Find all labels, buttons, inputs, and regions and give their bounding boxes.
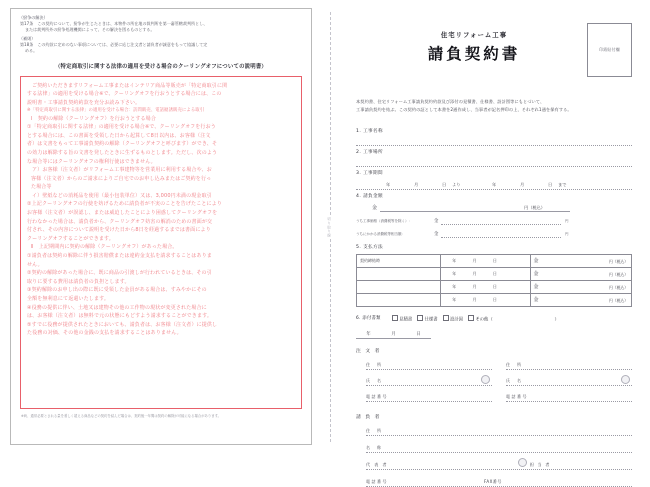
payment-month: 月 <box>472 283 477 289</box>
client-2-phone[interactable] <box>506 389 632 402</box>
payment-month: 月 <box>472 270 477 276</box>
payment-timing-cell[interactable] <box>357 267 441 280</box>
payment-amount-cell[interactable] <box>530 254 632 267</box>
field-attachments <box>356 315 632 323</box>
payment-timing-cell[interactable] <box>357 293 441 306</box>
item-line-1: すでに役務が提供されたときにおいても、請負者は、お客様（注文者）に提供し <box>31 321 218 328</box>
field-label-text: 工事期間 <box>363 170 384 176</box>
field-label-text: 請負金額 <box>363 193 384 199</box>
client-column-2 <box>506 357 632 405</box>
cooling-off-section-title: （特定商取引に関する法律の適用を受ける場合のクーリングオフについての説明書） <box>54 63 268 70</box>
payment-yen-mark: 金 <box>533 297 539 304</box>
payment-year: 年 <box>452 296 457 302</box>
cut-line <box>325 12 335 442</box>
field-label-text: 工事場所 <box>363 149 384 155</box>
checkbox-other[interactable] <box>468 315 559 323</box>
other-text-input[interactable] <box>493 319 555 320</box>
payment-timing-cell[interactable]: 契約締結時 <box>357 254 441 267</box>
notice-s1-i2-line-5: クーリングオフすることができます。 <box>27 235 114 242</box>
contractor-address[interactable] <box>366 423 632 436</box>
field-number: 2. <box>356 149 362 155</box>
notice-s1-i1-line-5: な場合等にはクーリングオフの権利行使はできません。 <box>27 158 156 165</box>
clause-17-line-2: または裁判所外の紛争処理機関によって、その解決を図るものとする。 <box>25 27 155 33</box>
payment-day: 日 <box>492 296 497 302</box>
field-attachments-label <box>356 315 381 321</box>
contract-amount-input[interactable] <box>372 200 632 212</box>
left-page <box>0 0 322 453</box>
clause-17-line-1: 第17条 この契約について、紛争が生じたときは、本物件の所在地の裁判所を第一審管轄裁判所とし、 <box>20 21 208 26</box>
clause-17-text <box>19 21 303 34</box>
notice-s1-ia-line-3: た場合等 <box>31 184 52 191</box>
item-marker: ⑤ <box>27 321 32 328</box>
client-2-name[interactable] <box>506 373 632 386</box>
amount-yen-mark: 金 <box>372 204 378 211</box>
notice-section-2-item-5 <box>27 321 295 330</box>
sub-amount-write-line[interactable] <box>441 214 561 225</box>
notice-section-1-item-b <box>27 192 295 201</box>
payment-unit: 円（税込） <box>609 297 628 303</box>
client-section <box>356 347 632 405</box>
field-work-period-label <box>356 170 632 176</box>
revenue-stamp-box[interactable] <box>587 23 632 77</box>
checkbox-icon[interactable] <box>392 315 398 321</box>
sub-amount-construction-price <box>356 214 632 225</box>
payment-year: 年 <box>452 283 457 289</box>
payment-month: 月 <box>472 296 477 302</box>
right-page <box>338 0 650 485</box>
notice-s2-i5-line-2: た役務の対価、その他の金銭の支払を請求することはありません。 <box>27 330 182 337</box>
period-end-year: 年 <box>492 181 497 187</box>
checkbox-label: 仕様書 <box>424 317 438 323</box>
checkbox-icon[interactable] <box>443 315 449 321</box>
notice-s2-i1-line-2: せん。 <box>27 261 43 268</box>
field-number: 6. <box>356 316 361 322</box>
payment-month: 月 <box>472 257 477 263</box>
signing-month: 月 <box>391 332 396 338</box>
payment-date-cell[interactable] <box>441 293 531 306</box>
cut-line-dash-top <box>330 12 331 215</box>
seal-icon[interactable] <box>621 375 630 384</box>
clause-18-text <box>19 42 303 55</box>
period-end-day: 日 <box>548 181 553 187</box>
period-start-day: 日 <box>442 181 447 187</box>
client-2-address[interactable] <box>506 357 632 370</box>
period-end-month: 月 <box>520 181 525 187</box>
checkbox-icon[interactable] <box>417 315 423 321</box>
item-marker: ① <box>27 253 32 260</box>
field-work-location-label <box>356 149 632 155</box>
item-line-1: 請負者は契約の解除に伴う損害賠償または違約金支払を請求することはありま <box>31 253 212 260</box>
item-line-1: 上記クーリングオフの行使を妨げるために請負者が不実のことを告げたことにより <box>31 201 222 208</box>
payment-date-cell[interactable] <box>441 267 531 280</box>
notice-s1-i2-line-2: お客様（注文者）が誤認し、または威迫したことにより困惑してクーリングオフを <box>27 210 218 217</box>
preamble-line-1: 本契約書、住宅リフォーム工事請負契約約款及び添付の見積書、仕様書、設計図等にもとづいて、 <box>356 99 545 104</box>
table-row[interactable] <box>357 293 632 306</box>
field-number: 1. <box>356 128 362 134</box>
signing-year: 年 <box>366 332 371 338</box>
payment-day: 日 <box>492 257 497 263</box>
sub-amount-unit: 円 <box>565 231 569 236</box>
field-work-location-input[interactable] <box>356 156 632 167</box>
table-row[interactable] <box>357 254 632 267</box>
seal-icon[interactable] <box>481 375 490 384</box>
item-line-1: 壁紙などの消耗品を使用（最小包装単位）又は、3,000円未満の現金取引 <box>42 192 212 199</box>
checkbox-label: その他（ <box>475 317 493 323</box>
payment-unit: 円（税込） <box>609 258 628 264</box>
item-marker: ② <box>27 270 32 277</box>
clause-18-heading: （補則） <box>19 35 36 41</box>
sub-amount-consumption-tax <box>356 227 632 238</box>
notice-section-2-heading: Ⅱ 上記期間内に契約の解除（クーリングオフ）があった場合。 <box>31 244 178 251</box>
signing-day: 日 <box>416 332 421 338</box>
payment-day: 日 <box>492 270 497 276</box>
payment-day: 日 <box>492 283 497 289</box>
contract-form <box>340 8 646 485</box>
client-column-1 <box>366 357 492 405</box>
field-label-text: 支払方法 <box>363 244 384 250</box>
item-marker: ① <box>27 124 32 131</box>
notice-lead-line-2: する法律」の適用を受ける場合※で、クーリングオフを行おうとする場合には、この <box>27 91 222 98</box>
checkbox-blueprint[interactable] <box>443 315 463 323</box>
amount-unit: 円（税込） <box>524 204 545 210</box>
notice-s2-i2-line-2: 取りに要する費用は請負者の負担とします。 <box>27 278 130 285</box>
preamble-line-2: 工事請負契約を結ぶ。この契約の証として本書を2通作成し、当事者が記名押印の上、それぞれ1通を保有する。 <box>356 106 572 112</box>
contract-preamble <box>356 98 632 114</box>
field-work-name-input[interactable] <box>356 135 632 146</box>
item-marker: ② <box>27 201 32 208</box>
contract-subtitle: 住宅リフォーム工事 <box>440 31 508 39</box>
item-line-1: お客様（注文者）がリフォーム工事建物等を営業用に利用する場合や、お <box>42 167 212 174</box>
signing-date-input[interactable] <box>356 331 431 339</box>
item-line-1: 契約の解除があった場合に、既に商品の引渡しが行われているときは、その引 <box>31 270 212 277</box>
client-2-name-label: 氏 名 <box>506 378 523 384</box>
table-row[interactable] <box>357 280 632 293</box>
notice-lead-line-3: 説明書・工事請負契約約款を充分お読み下さい。 <box>27 100 141 107</box>
checkbox-other-close: ） <box>554 317 559 323</box>
contract-title-row <box>356 18 632 82</box>
field-work-name-label <box>356 128 632 134</box>
payment-yen-mark: 金 <box>533 271 539 278</box>
item-marker: ③ <box>27 287 32 294</box>
contractor-fax-label: FAX番号 <box>484 479 502 485</box>
clause-17-heading: （紛争の解決） <box>19 15 48 20</box>
field-work-period-input[interactable] <box>356 177 632 190</box>
period-start-year: 年 <box>386 181 391 187</box>
cut-line-dash-bottom <box>330 239 331 442</box>
sub-amount-label: うちにかかる消費税等相当額： <box>356 231 405 236</box>
period-to-label: まで <box>558 181 567 187</box>
clause-18 <box>19 36 303 55</box>
notice-section-2-item-2 <box>27 269 295 278</box>
notice-section-1-item-2 <box>27 200 295 209</box>
field-payment-method <box>356 244 632 307</box>
notice-section-1-item-a <box>27 166 295 175</box>
sub-amount-yen-mark: 金 <box>434 231 439 237</box>
left-page-content <box>10 8 312 445</box>
revenue-stamp-label: 印紙貼付欄 <box>599 47 620 52</box>
notice-section-1-heading: Ⅰ 契約の解除（クーリングオフ）を行おうとする場合 <box>31 115 156 122</box>
payment-unit: 円（税込） <box>609 271 628 277</box>
sub-amount-label: うち工事価格（消費税等を除く）： <box>356 218 412 223</box>
payment-date-cell[interactable] <box>441 254 531 267</box>
field-payment-method-label <box>356 244 632 250</box>
notice-section-1-item-1 <box>27 123 295 132</box>
client-1-phone[interactable] <box>366 389 492 402</box>
payment-amount-cell[interactable] <box>530 293 632 306</box>
client-1-name[interactable] <box>366 373 492 386</box>
clause-18-line-1: 第18条 この約款に定めのない事項については、必要に応じ注文者と請負者が誠意をもって協議して定 <box>20 41 208 47</box>
contract-fields <box>356 128 632 487</box>
notice-s1-i2-line-3: 行わなかった場合は、請負者から、クーリングオフ妨害の解消のための書面が交 <box>27 218 213 225</box>
contractor-fields <box>356 423 632 487</box>
field-contract-amount-label <box>356 193 632 199</box>
field-work-location <box>356 149 632 167</box>
client-1-address[interactable] <box>366 357 492 370</box>
contract-title: 請負契約書 <box>427 45 521 63</box>
field-label-text: 工事名称 <box>363 128 384 134</box>
cooling-off-notice-box <box>20 76 302 409</box>
period-from-label: より <box>452 181 461 187</box>
field-number: 3. <box>356 170 362 176</box>
period-start-month: 月 <box>414 181 419 187</box>
client-1-address-label: 住 所 <box>366 362 383 368</box>
client-columns <box>356 357 632 405</box>
sub-amount-write-line[interactable] <box>441 227 561 238</box>
item-marker: ア） <box>32 167 43 174</box>
table-row[interactable] <box>357 267 632 280</box>
payment-schedule-table <box>356 254 632 307</box>
item-line-1: 役務の提供に伴い、土地又は建物その他の工作物の現状が変更された場合に <box>31 304 207 311</box>
contractor-section-title: 請 負 者 <box>356 415 381 421</box>
field-number: 5. <box>356 244 362 250</box>
sub-amount-yen-mark: 金 <box>434 218 439 224</box>
payment-timing-cell[interactable] <box>357 280 441 293</box>
checkbox-specification[interactable] <box>417 315 437 323</box>
contractor-section <box>356 413 632 487</box>
field-contract-amount <box>356 193 632 238</box>
notice-s2-i4-line-2: は、お客様（注文者）は無料で元の状態にもどすよう請求することができます。 <box>27 313 213 320</box>
checkbox-label: 設計図 <box>450 317 463 323</box>
notice-footnote-definition: ※「特定商取引に関する法律」の適用を受ける場合：訪問販売、電話勧誘販売による取引 <box>27 107 205 113</box>
payment-amount-cell[interactable] <box>530 280 632 293</box>
notice-s1-i1-line-3: 者）は文書をもって工事請負契約の解除（クーリングオフと呼びます）ができ、そ <box>27 141 218 148</box>
checkbox-label: 見積書 <box>399 317 413 323</box>
payment-year: 年 <box>452 257 457 263</box>
cut-line-label: 切り取り線 <box>327 216 332 238</box>
notice-section-2-item-4 <box>27 304 295 313</box>
contractor-address-label: 住 所 <box>366 428 383 434</box>
client-section-title: 注 文 者 <box>356 349 381 355</box>
field-label-text: 添付書類 <box>362 316 381 322</box>
notice-section-2-item-1 <box>27 252 295 261</box>
payment-year: 年 <box>452 270 457 276</box>
contractor-company[interactable] <box>366 440 632 453</box>
checkbox-estimate[interactable] <box>392 315 412 323</box>
payment-yen-mark: 金 <box>533 284 539 291</box>
field-number: 4. <box>356 193 362 199</box>
contractor-phone-fax[interactable] <box>366 474 632 487</box>
item-line-1: 「特定商取引に関する法律」の適用を受ける場合※で、クーリングオフを行おう <box>31 124 216 131</box>
clause-17 <box>19 15 303 34</box>
contractor-staff-label: 担 当 者 <box>530 462 551 468</box>
client-1-phone-label: 電話番号 <box>366 394 388 400</box>
payment-unit: 円（税込） <box>609 284 628 290</box>
left-page-footnote: ※尚、通常必要とされる量を著しく超える商品などの契約を結んだ場合は、契約後一年間は契約の解除が可能になる場合があります。 <box>21 413 222 418</box>
item-marker: イ） <box>32 192 43 199</box>
sub-amount-unit: 円 <box>565 218 569 223</box>
notice-s1-i1-line-4: の効力は解除する旨の文書を発したときに生ずるものとします。ただし、次のよう <box>27 149 218 156</box>
notice-s1-i1-line-2: とする場合には、この書面を受領した日から起算して8日以内は、お客様（注文 <box>27 132 211 139</box>
contractor-phone-label: 電話番号 <box>366 479 388 485</box>
payment-date-cell[interactable] <box>441 280 531 293</box>
client-2-address-label: 住 所 <box>506 362 523 368</box>
checkbox-icon[interactable] <box>468 315 474 321</box>
contractor-company-label: 名 称 <box>366 445 383 451</box>
client-1-name-label: 氏 名 <box>366 378 383 384</box>
payment-yen-mark: 金 <box>533 258 539 265</box>
contractor-rep-label: 代 表 者 <box>366 462 389 468</box>
notice-s1-ia-line-2: 客様（注文者）からのご請求によりご自宅でのお申し込みまたはご契約を行っ <box>31 175 212 182</box>
contractor-representative[interactable] <box>366 457 632 470</box>
item-line-1: 契約解除のお申し出の際に既に受領した金員がある場合は、すみやかにその <box>31 287 207 294</box>
client-2-phone-label: 電話番号 <box>506 394 528 400</box>
notice-section-2-item-3 <box>27 286 295 295</box>
seal-icon[interactable] <box>518 458 527 467</box>
clause-18-line-2: める。 <box>25 48 38 54</box>
field-work-period <box>356 170 632 190</box>
field-work-name <box>356 128 632 146</box>
item-marker: ④ <box>27 304 32 311</box>
notice-s2-i3-line-2: 全額を無利息にて返還いたします。 <box>27 296 110 302</box>
payment-amount-cell[interactable] <box>530 267 632 280</box>
notice-s1-i2-line-4: 付され、その内容について説明を受けた日から8日を経過するまでは書面により <box>27 227 211 234</box>
notice-lead-line-1: ご契約いただきますリフォーム工事またはインテリア商品等販売が「特定商取引に関 <box>32 82 228 89</box>
